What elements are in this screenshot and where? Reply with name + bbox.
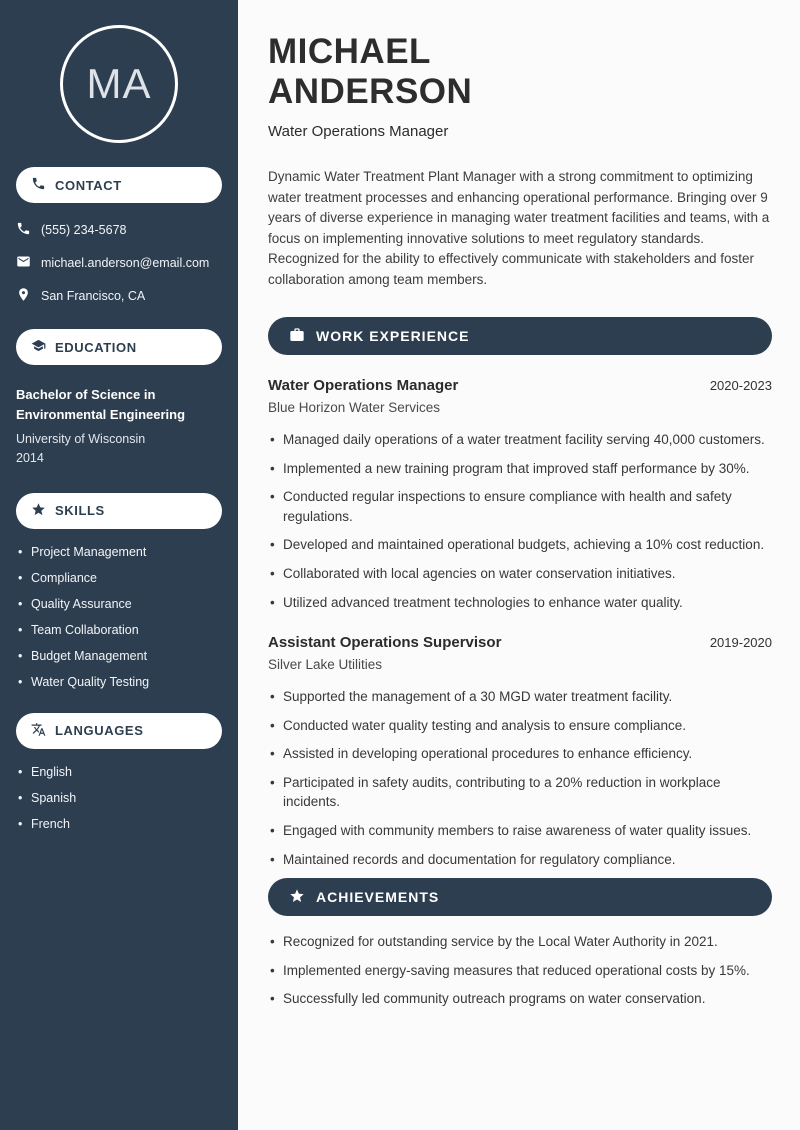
contact-email-value: michael.anderson@email.com xyxy=(41,256,210,270)
languages-section-title: LANGUAGES xyxy=(55,723,144,739)
job-company: Blue Horizon Water Services xyxy=(268,400,441,416)
skill-item: • Water Quality Testing xyxy=(18,675,222,689)
education-school: University of Wisconsin xyxy=(16,432,146,446)
language-item: • English xyxy=(18,765,222,779)
job-bullet: • Supported the management of a 30 MGD water treatment facility. xyxy=(268,687,772,707)
achievement-bullet: • Implemented energy-saving measures that reduced operational costs by 15%. xyxy=(268,961,772,981)
translate-icon xyxy=(31,722,46,740)
job-bullet: • Assisted in developing operational procedures to enhance efficiency. xyxy=(268,744,772,764)
work-experience-banner xyxy=(268,317,772,355)
achievements-list xyxy=(268,932,772,1009)
candidate-name-line2: ANDERSON xyxy=(268,71,473,111)
avatar-initials: MA xyxy=(86,60,152,107)
star-icon xyxy=(289,888,305,907)
job-bullet: • Participated in safety audits, contributing to a 20% reduction in workplace incidents. xyxy=(268,773,772,812)
contact-item-location xyxy=(16,287,222,305)
skills-section-title: SKILLS xyxy=(55,503,105,519)
skill-item: • Budget Management xyxy=(18,649,222,663)
job-dates: 2020-2023 xyxy=(709,378,772,394)
job-bullet: • Engaged with community members to raise awareness of water quality issues. xyxy=(268,821,772,841)
main-content xyxy=(238,0,800,1130)
job-dates: 2019-2020 xyxy=(709,635,772,651)
achievements-banner xyxy=(268,878,772,916)
contact-item-phone xyxy=(16,221,222,239)
education-section-header xyxy=(16,329,222,365)
star-icon xyxy=(31,502,46,520)
achievements-title: ACHIEVEMENTS xyxy=(316,889,440,906)
achievement-bullet: • Successfully led community outreach programs on water conservation. xyxy=(268,989,772,1009)
contact-location-value: San Francisco, CA xyxy=(41,289,146,303)
skills-list xyxy=(0,543,238,689)
skills-section-header xyxy=(16,493,222,529)
education-year: 2014 xyxy=(16,451,44,466)
location-icon xyxy=(16,287,31,305)
briefcase-icon xyxy=(289,327,305,346)
skill-item: • Compliance xyxy=(18,571,222,585)
job-bullet: • Maintained records and documentation for regulatory compliance. xyxy=(268,850,772,870)
job-bullet: • Developed and maintained operational budgets, achieving a 10% cost reduction. xyxy=(268,535,772,555)
job-header xyxy=(268,634,772,651)
avatar-wrap xyxy=(0,0,238,143)
avatar xyxy=(60,25,178,143)
skill-item: • Quality Assurance xyxy=(18,597,222,611)
contact-section-title: CONTACT xyxy=(55,177,122,193)
job-role: Water Operations Manager xyxy=(268,377,459,395)
job-bullet: • Managed daily operations of a water treatment facility serving 40,000 customers. xyxy=(268,430,772,450)
job-bullet: • Conducted water quality testing and analysis to ensure compliance. xyxy=(268,716,772,736)
language-item: • Spanish xyxy=(18,791,222,805)
job-bullet: • Conducted regular inspections to ensure compliance with health and safety regulations. xyxy=(268,487,772,526)
job-bullet: • Implemented a new training program that improved staff performance by 30%. xyxy=(268,459,772,479)
professional-summary: Dynamic Water Treatment Plant Manager with a strong commitment to optimizing water treatment processes and enhancing operational performance. Bringing over 9 years of diverse experience in managing water treatment facilities and teams, with a focus on implementing innovative solutions to meet regulatory standards. Recognized for the ability to effectively communicate with stakeholders and foster collaboration among team members. xyxy=(268,169,770,287)
job-bullet: • Utilized advanced treatment technologies to enhance water quality. xyxy=(268,593,772,613)
education-block xyxy=(0,379,238,469)
work-experience-title: WORK EXPERIENCE xyxy=(316,328,470,345)
contact-list xyxy=(0,217,238,305)
education-degree: Bachelor of Science in Environmental Engineering xyxy=(16,387,186,422)
job-header xyxy=(268,377,772,394)
languages-section-header xyxy=(16,713,222,749)
education-section-title: EDUCATION xyxy=(55,339,137,355)
job-company: Silver Lake Utilities xyxy=(268,657,383,673)
job-bullet: • Collaborated with local agencies on water conservation initiatives. xyxy=(268,564,772,584)
language-item: • French xyxy=(18,817,222,831)
contact-phone-value: (555) 234-5678 xyxy=(41,223,127,237)
candidate-title: Water Operations Manager xyxy=(268,123,449,141)
email-icon xyxy=(16,254,31,272)
sidebar xyxy=(0,0,238,1130)
candidate-name xyxy=(268,32,772,111)
graduation-cap-icon xyxy=(31,338,46,356)
phone-icon xyxy=(31,176,46,194)
job-role: Assistant Operations Supervisor xyxy=(268,634,502,652)
languages-list xyxy=(0,763,238,831)
skill-item: • Team Collaboration xyxy=(18,623,222,637)
contact-section-header xyxy=(16,167,222,203)
candidate-name-line1: MICHAEL xyxy=(268,32,431,71)
job-entry xyxy=(268,634,772,869)
contact-item-email xyxy=(16,254,222,272)
phone-icon xyxy=(16,221,31,239)
skill-item: • Project Management xyxy=(18,545,222,559)
achievement-bullet: • Recognized for outstanding service by the Local Water Authority in 2021. xyxy=(268,932,772,952)
job-bullet-list xyxy=(268,687,772,869)
job-entry xyxy=(268,377,772,612)
job-bullet-list xyxy=(268,430,772,612)
